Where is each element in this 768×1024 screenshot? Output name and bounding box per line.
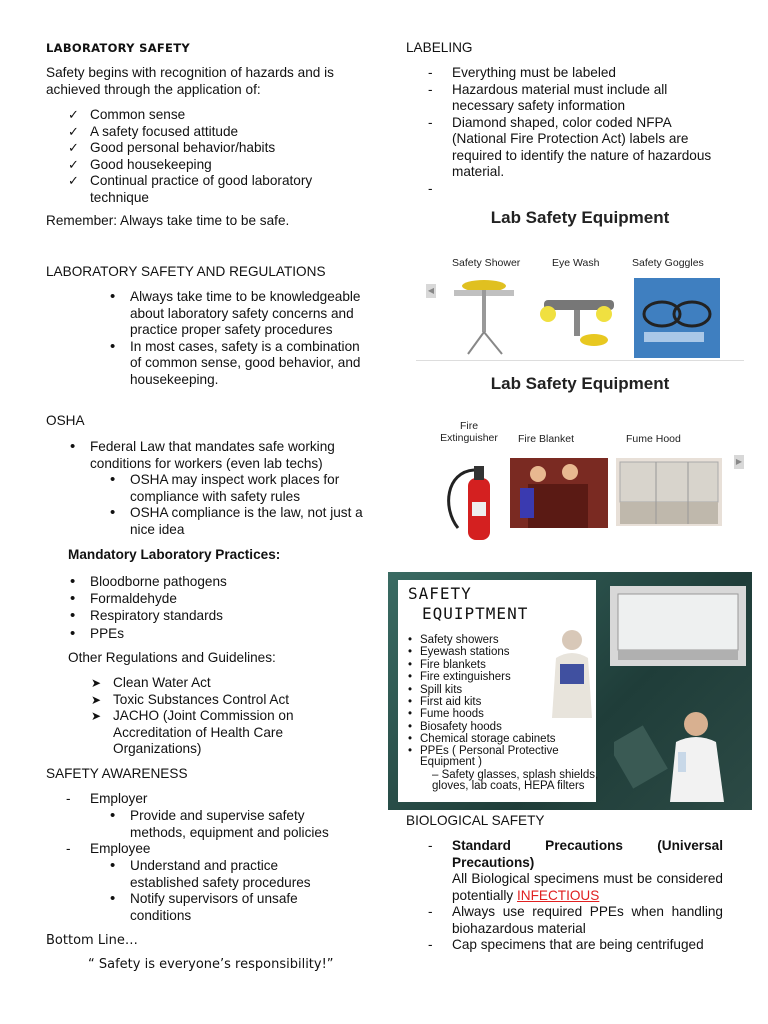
osha-list xyxy=(90,439,366,472)
safety-goggles-image xyxy=(634,278,720,358)
equipment-sub-text: – Safety glasses, splash shields, gloves, lab coats, HEPA filters xyxy=(432,769,599,792)
intro-text: Safety begins with recognition of hazards and is achieved through the application of: xyxy=(46,65,334,97)
list-item: • Chemical storage cabinets xyxy=(420,733,592,745)
fire-extinguisher-image xyxy=(436,458,502,544)
checklist xyxy=(90,107,350,206)
list-item: • Fire blankets xyxy=(420,659,592,671)
list-item: ➤ JACHO (Joint Commission on Accreditation of Health Care Organizations) xyxy=(113,708,335,758)
regs-list xyxy=(130,289,362,388)
list-item: • Understand and practice established safety procedures xyxy=(130,858,342,891)
employer-sub-list xyxy=(130,808,362,841)
list-item xyxy=(90,841,360,858)
list-item: ✓ Good personal behavior/habits xyxy=(90,140,350,157)
list-item: • OSHA may inspect work places for compliance with safety rules xyxy=(130,472,366,505)
employer-label: Employer xyxy=(90,791,148,806)
bio-title: BIOLOGICAL SAFETY xyxy=(406,813,545,828)
list-item: ✓ A safety focused attitude xyxy=(90,124,350,141)
biosafety-hood-image xyxy=(610,586,746,666)
awareness-list xyxy=(90,791,360,808)
bottom-line: Bottom Line… xyxy=(46,933,138,948)
list-item: • Federal Law that mandates safe working conditions for workers (even lab techs) xyxy=(90,439,366,472)
equipment-title: SAFETY EQUIPTMENT xyxy=(408,584,529,623)
list-item: ➤ Clean Water Act xyxy=(113,675,335,692)
list-item: • In most cases, safety is a combination of common sense, good behavior, and housekeeping. xyxy=(130,339,362,389)
other-title: Other Regulations and Guidelines: xyxy=(68,650,276,665)
list-item: • Fume hoods xyxy=(420,708,592,720)
list-item: - Always use required PPEs when handling biohazardous material xyxy=(452,904,723,937)
caption-safety-goggles: Safety Goggles xyxy=(632,257,704,269)
list-item xyxy=(452,838,723,904)
list-item: • Safety showers xyxy=(420,634,592,646)
list-item: • Eyewash stations xyxy=(420,646,592,658)
prev-arrow-icon[interactable]: ◀ xyxy=(426,284,436,298)
list-item: ✓ Common sense xyxy=(90,107,350,124)
infectious-link[interactable]: INFECTIOUS xyxy=(517,887,600,903)
list-item: • Biosafety hoods xyxy=(420,721,592,733)
employee-list xyxy=(90,841,360,858)
mandatory-list xyxy=(90,573,350,642)
quote: “ Safety is everyone’s responsibility!” xyxy=(88,957,334,972)
list-item: ➤ Toxic Substances Control Act xyxy=(113,692,335,709)
employee-sub-list xyxy=(130,858,342,924)
list-item: - Cap specimens that are being centrifuged xyxy=(452,937,723,954)
list-item: - Hazardous material must include all necessary safety information xyxy=(452,82,724,115)
list-item: • PPEs ( Personal Protective Equipment ) xyxy=(420,746,592,768)
osha-sub-list xyxy=(130,472,366,538)
caption-eye-wash: Eye Wash xyxy=(552,257,600,269)
caption-safety-shower: Safety Shower xyxy=(452,257,521,269)
list-item: • Provide and supervise safety methods, equipment and policies xyxy=(130,808,362,841)
fume-hood-image xyxy=(616,458,722,526)
list-item: ✓ Continual practice of good laboratory technique xyxy=(90,173,350,206)
awareness-title: SAFETY AWARENESS xyxy=(46,766,188,781)
list-item: • OSHA compliance is the law, not just a nice idea xyxy=(130,505,366,538)
list-item: • Bloodborne pathogens xyxy=(90,573,350,590)
list-item: • First aid kits xyxy=(420,696,592,708)
safety-equipment-slide xyxy=(388,572,752,810)
list-item: • Formaldehyde xyxy=(90,590,350,607)
labeling-title: LABELING xyxy=(406,40,473,55)
list-item: • Spill kits xyxy=(420,684,592,696)
list-item: • PPEs xyxy=(90,625,350,642)
list-item xyxy=(452,181,724,197)
list-item: • Respiratory standards xyxy=(90,607,350,624)
fire-blanket-image xyxy=(510,458,608,528)
panel-title: Lab Safety Equipment xyxy=(490,374,670,393)
lab-safety-title: LABORATORY SAFETY xyxy=(46,41,190,55)
labeling-list xyxy=(452,65,724,197)
employee-label: Employee xyxy=(90,841,151,856)
list-item: • Always take time to be knowledgeable about laboratory safety concerns and practice proper safety procedures xyxy=(130,289,362,339)
list-item: • Notify supervisors of unsafe conditions xyxy=(130,891,342,924)
list-item xyxy=(90,791,360,808)
mandatory-title: Mandatory Laboratory Practices: xyxy=(68,547,281,562)
list-item: - Diamond shaped, color coded NFPA (National Fire Protection Act) labels are required to identify the nature of hazardous material. xyxy=(452,115,724,181)
caption-fire-blanket: Fire Blanket xyxy=(518,433,575,445)
other-list xyxy=(113,675,335,758)
ppe-worker-image xyxy=(544,628,600,718)
panel-title: Lab Safety Equipment xyxy=(490,208,670,227)
remember-text: Remember: Always take time to be safe. xyxy=(46,213,290,228)
list-item: • Fire extinguishers xyxy=(420,671,592,683)
lab-scientist-image xyxy=(614,702,746,802)
bio-list xyxy=(452,838,723,954)
list-item: - Everything must be labeled xyxy=(452,65,724,82)
bio-text: All Biological specimens must be considered potentially xyxy=(452,871,723,903)
caption-fire-extinguisher: Fire Extinguisher xyxy=(440,420,498,444)
safety-shower-image xyxy=(446,276,526,358)
next-arrow-icon[interactable]: ▶ xyxy=(734,455,744,469)
standard-precautions-heading: Standard Precautions (Universal Precautions) xyxy=(452,838,723,870)
osha-title: OSHA xyxy=(46,413,85,428)
list-item: ✓ Good housekeeping xyxy=(90,157,350,174)
eye-wash-image xyxy=(534,290,630,350)
regs-title: LABORATORY SAFETY AND REGULATIONS xyxy=(46,264,326,279)
lab-equipment-panel-2 xyxy=(416,366,744,546)
lab-equipment-panel-1 xyxy=(416,200,744,361)
caption-fume-hood: Fume Hood xyxy=(626,433,681,445)
